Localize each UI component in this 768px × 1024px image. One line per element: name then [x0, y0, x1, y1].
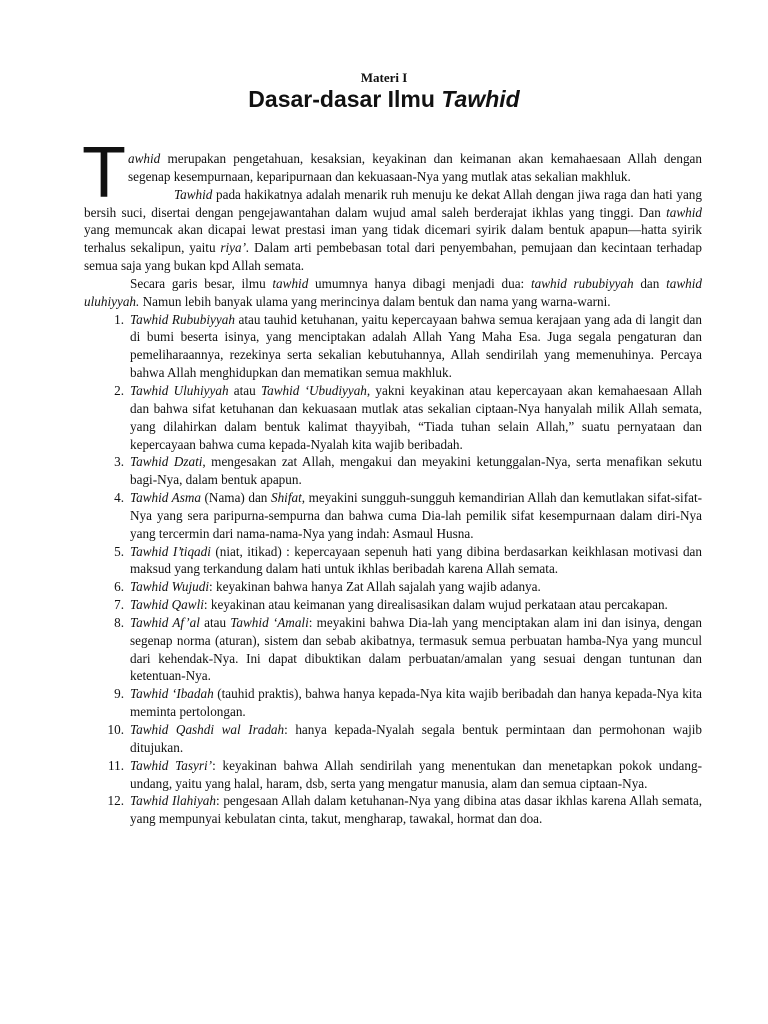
- paragraph-text: Namun lebih banyak ulama yang merincinya dalam bentuk dan nama yang warna-warni.: [139, 293, 611, 309]
- paragraph-text: umumnya hanya dibagi menjadi dua:: [308, 275, 531, 291]
- term-italic: Tawhid ‘Amali: [230, 614, 309, 630]
- list-number: 10.: [107, 722, 124, 737]
- list-number: 2.: [114, 382, 124, 398]
- list-number: 7.: [114, 597, 124, 613]
- list-item: [84, 721, 702, 757]
- term-italic: Tawhid Ilahiyah: [130, 793, 216, 809]
- term-italic: tawhid: [272, 275, 309, 291]
- term-italic: awhid: [127, 151, 161, 166]
- term-italic: tawhid: [666, 204, 702, 220]
- list-number: 6.: [114, 579, 124, 595]
- list-number: 4.: [114, 490, 124, 506]
- paragraph-text: pada hakikatnya adalah menarik ruh menuju ke dekat Allah dengan jiwa raga dan hati yang bersih suci, disertai dengan pengejawantahan dalam wujud amal saleh berderajat ikhlas yang tinggi. Dan: [84, 186, 702, 220]
- paragraph-text: Dalam arti pembebasan total dari penyembahan, pemujaan dan kecintaan terhadap semua saja yang bukan kpd Allah semata.: [84, 240, 702, 274]
- list-item-text: (niat, itikad) : kepercayaan sepenuh hati yang dibina berdasarkan keikhlasan motivasi dan maksud yang terkandung dalam hati untuk ikhlas beribadah karena Allah semata.: [130, 543, 702, 577]
- list-item-text: : pengesaan Allah dalam ketuhanan-Nya yang dibina atas dasar ikhlas karena Allah semata, yang mempunyai kebulatan cinta, takut, mengharap, tawakal, hormat dan doa.: [130, 793, 702, 827]
- list-item-text: : keyakinan bahwa Allah sendirilah yang menentukan dan menetapkan pokok undang-undang, yaitu yang halal, haram, dsb, serta yang mengatur manusia, alam dan semua ciptaan-Nya.: [130, 757, 702, 791]
- list-number: 8.: [114, 614, 124, 630]
- list-item-text: : keyakinan atau keimanan yang direalisasikan dalam wujud perkataan atau percakapan.: [203, 597, 668, 613]
- list-number: 1.: [114, 311, 124, 327]
- list-item-text: (Nama) dan: [200, 490, 271, 506]
- term-italic: Tawhid Uluhiyyah: [130, 382, 229, 398]
- term-italic: Tawhid Rububiyyah: [130, 311, 235, 327]
- term-italic: Tawhid ‘Ubudiyyah: [261, 382, 367, 398]
- list-item-text: : hanya kepada-Nyalah segala bentuk permintaan dan permohonan wajib ditujukan.: [130, 722, 702, 755]
- tawhid-types-list: [84, 311, 702, 828]
- drop-cap: T: [82, 133, 126, 213]
- paragraph-text: dan: [633, 275, 667, 291]
- list-number: 12.: [107, 793, 124, 809]
- list-item: [84, 792, 702, 828]
- term-italic: Tawhid Wujudi: [130, 579, 210, 595]
- list-item-text: (tauhid praktis), bahwa hanya kepada-Nya kita wajib beribadah dan hanya kepada-Nya kita meminta pertolongan.: [130, 686, 702, 720]
- paragraph-garis-besar: [84, 275, 702, 311]
- term-italic: Tawhid Qawli: [130, 597, 204, 613]
- document-body: [82, 133, 703, 828]
- list-item-text: , yakni keyakinan atau kepercayaan akan kemahaesaan Allah dan bahwa sifat ketuhanan dan kekuasaan mutlak atas sekalian ciptaan-Nya hanyalah milik Allah semata, yang dilahirkan dalam bentuk kalimat thayyibah, “Tiada tuhan selain Allah,” suatu pernyataan dan kepercayaan bahwa cuma kepada-Nyalah kita wajib beribadah.: [130, 382, 703, 452]
- term-italic: Tawhid: [173, 186, 213, 202]
- list-item: [84, 757, 702, 793]
- term-italic: Tawhid Tasyri’: [130, 757, 213, 773]
- term-italic: Shifat: [270, 490, 302, 506]
- list-item-text: , mengesakan zat Allah, mengakui dan meyakini ketunggalan-Nya, serta menafikan sekutu bagi-Nya, dalam bentuk apapun.: [130, 454, 702, 488]
- term-italic: Tawhid I’tiqadi: [130, 543, 211, 559]
- term-italic: Tawhid ‘Ibadah: [130, 686, 214, 702]
- list-item: [84, 578, 702, 596]
- list-item: [84, 311, 702, 382]
- list-item: [84, 543, 702, 579]
- chapter-label: Materi I: [360, 70, 408, 85]
- term-italic: Tawhid Dzati: [130, 454, 203, 470]
- title-italic: Tawhid: [441, 86, 520, 112]
- list-item: [84, 596, 702, 614]
- title-main: Dasar-dasar Ilmu: [248, 86, 442, 112]
- term-italic: Tawhid Qashdi wal Iradah: [130, 722, 285, 737]
- list-number: 9.: [114, 686, 124, 702]
- list-item-text: , meyakini sungguh-sungguh kemandirian Allah dan kemutlakan sifat-sifat-Nya yang sera paripurna-sempurna dan bahwa cuma Dia-lah pemilik sifat kesempurnaan dalam diri-Nya yang tercermin dari nama-nama-Nya yang indah: Asmaul Husna.: [130, 490, 703, 541]
- term-italic: Tawhid Asma: [130, 490, 201, 506]
- term-italic: Tawhid Af’al: [130, 614, 200, 630]
- list-item: [84, 685, 702, 721]
- term-italic: tawhid uluhiyyah.: [84, 275, 702, 309]
- list-item: [84, 614, 702, 685]
- list-number: 3.: [114, 454, 124, 470]
- list-item-text: atau: [199, 614, 231, 630]
- paragraph-text: yang memuncak akan dicapai lewat prestasi iman yang tidak dicemari syirik dalam bentuk apapun—hatta syirik terhalus sekalipun, yaitu: [84, 222, 702, 256]
- paragraph-text: Secara garis besar, ilmu: [130, 275, 273, 291]
- page-title: [0, 86, 768, 113]
- list-item-text: atau tauhid ketuhanan, yaitu kepercayaan bahwa semua kerajaan yang ada di langit dan di bumi beserta isinya, yang menciptakan adalah Allah Yang Maha Esa. Juga segala pengaturan dan pemeliharaannya, rezekinya serta sekalian kebutuhannya, Allah sendirilah yang memenuhinya. Percaya bahwa Allah menghidupkan dan mematikan semua makhluk.: [130, 311, 702, 381]
- list-number: 11.: [108, 757, 124, 773]
- term-italic: tawhid rububiyyah: [530, 275, 634, 291]
- paragraph-text: merupakan pengetahuan, kesaksian, keyakinan dan keimanan akan kemahaesaan Allah dengan segenap kesempurnaan, keparipurnaan dan kekuasaan-Nya yang mutlak atas sekalian makhluk.: [127, 151, 702, 184]
- list-item-text: : keyakinan bahwa hanya Zat Allah sajalah yang wajib adanya.: [209, 579, 541, 595]
- list-item: [84, 453, 702, 489]
- paragraph-hakikat: [84, 186, 702, 275]
- list-item: [84, 382, 702, 453]
- list-item-text: atau: [228, 382, 262, 398]
- term-italic: riya’.: [220, 240, 250, 256]
- list-number: 5.: [114, 543, 124, 559]
- list-item-text: : meyakini bahwa Dia-lah yang menciptakan alam ini dan isinya, dengan segenap norma (aturan), sistem dan sebab akibatnya, termasuk semua perbuatan hamba-Nya yang muncul dari kehendak-Nya. Ini dapat dibuktikan dalam perbuatan/amalan yang sesuai dengan tuntunan dan ketentuan-Nya.: [130, 614, 702, 684]
- list-item: [84, 489, 702, 543]
